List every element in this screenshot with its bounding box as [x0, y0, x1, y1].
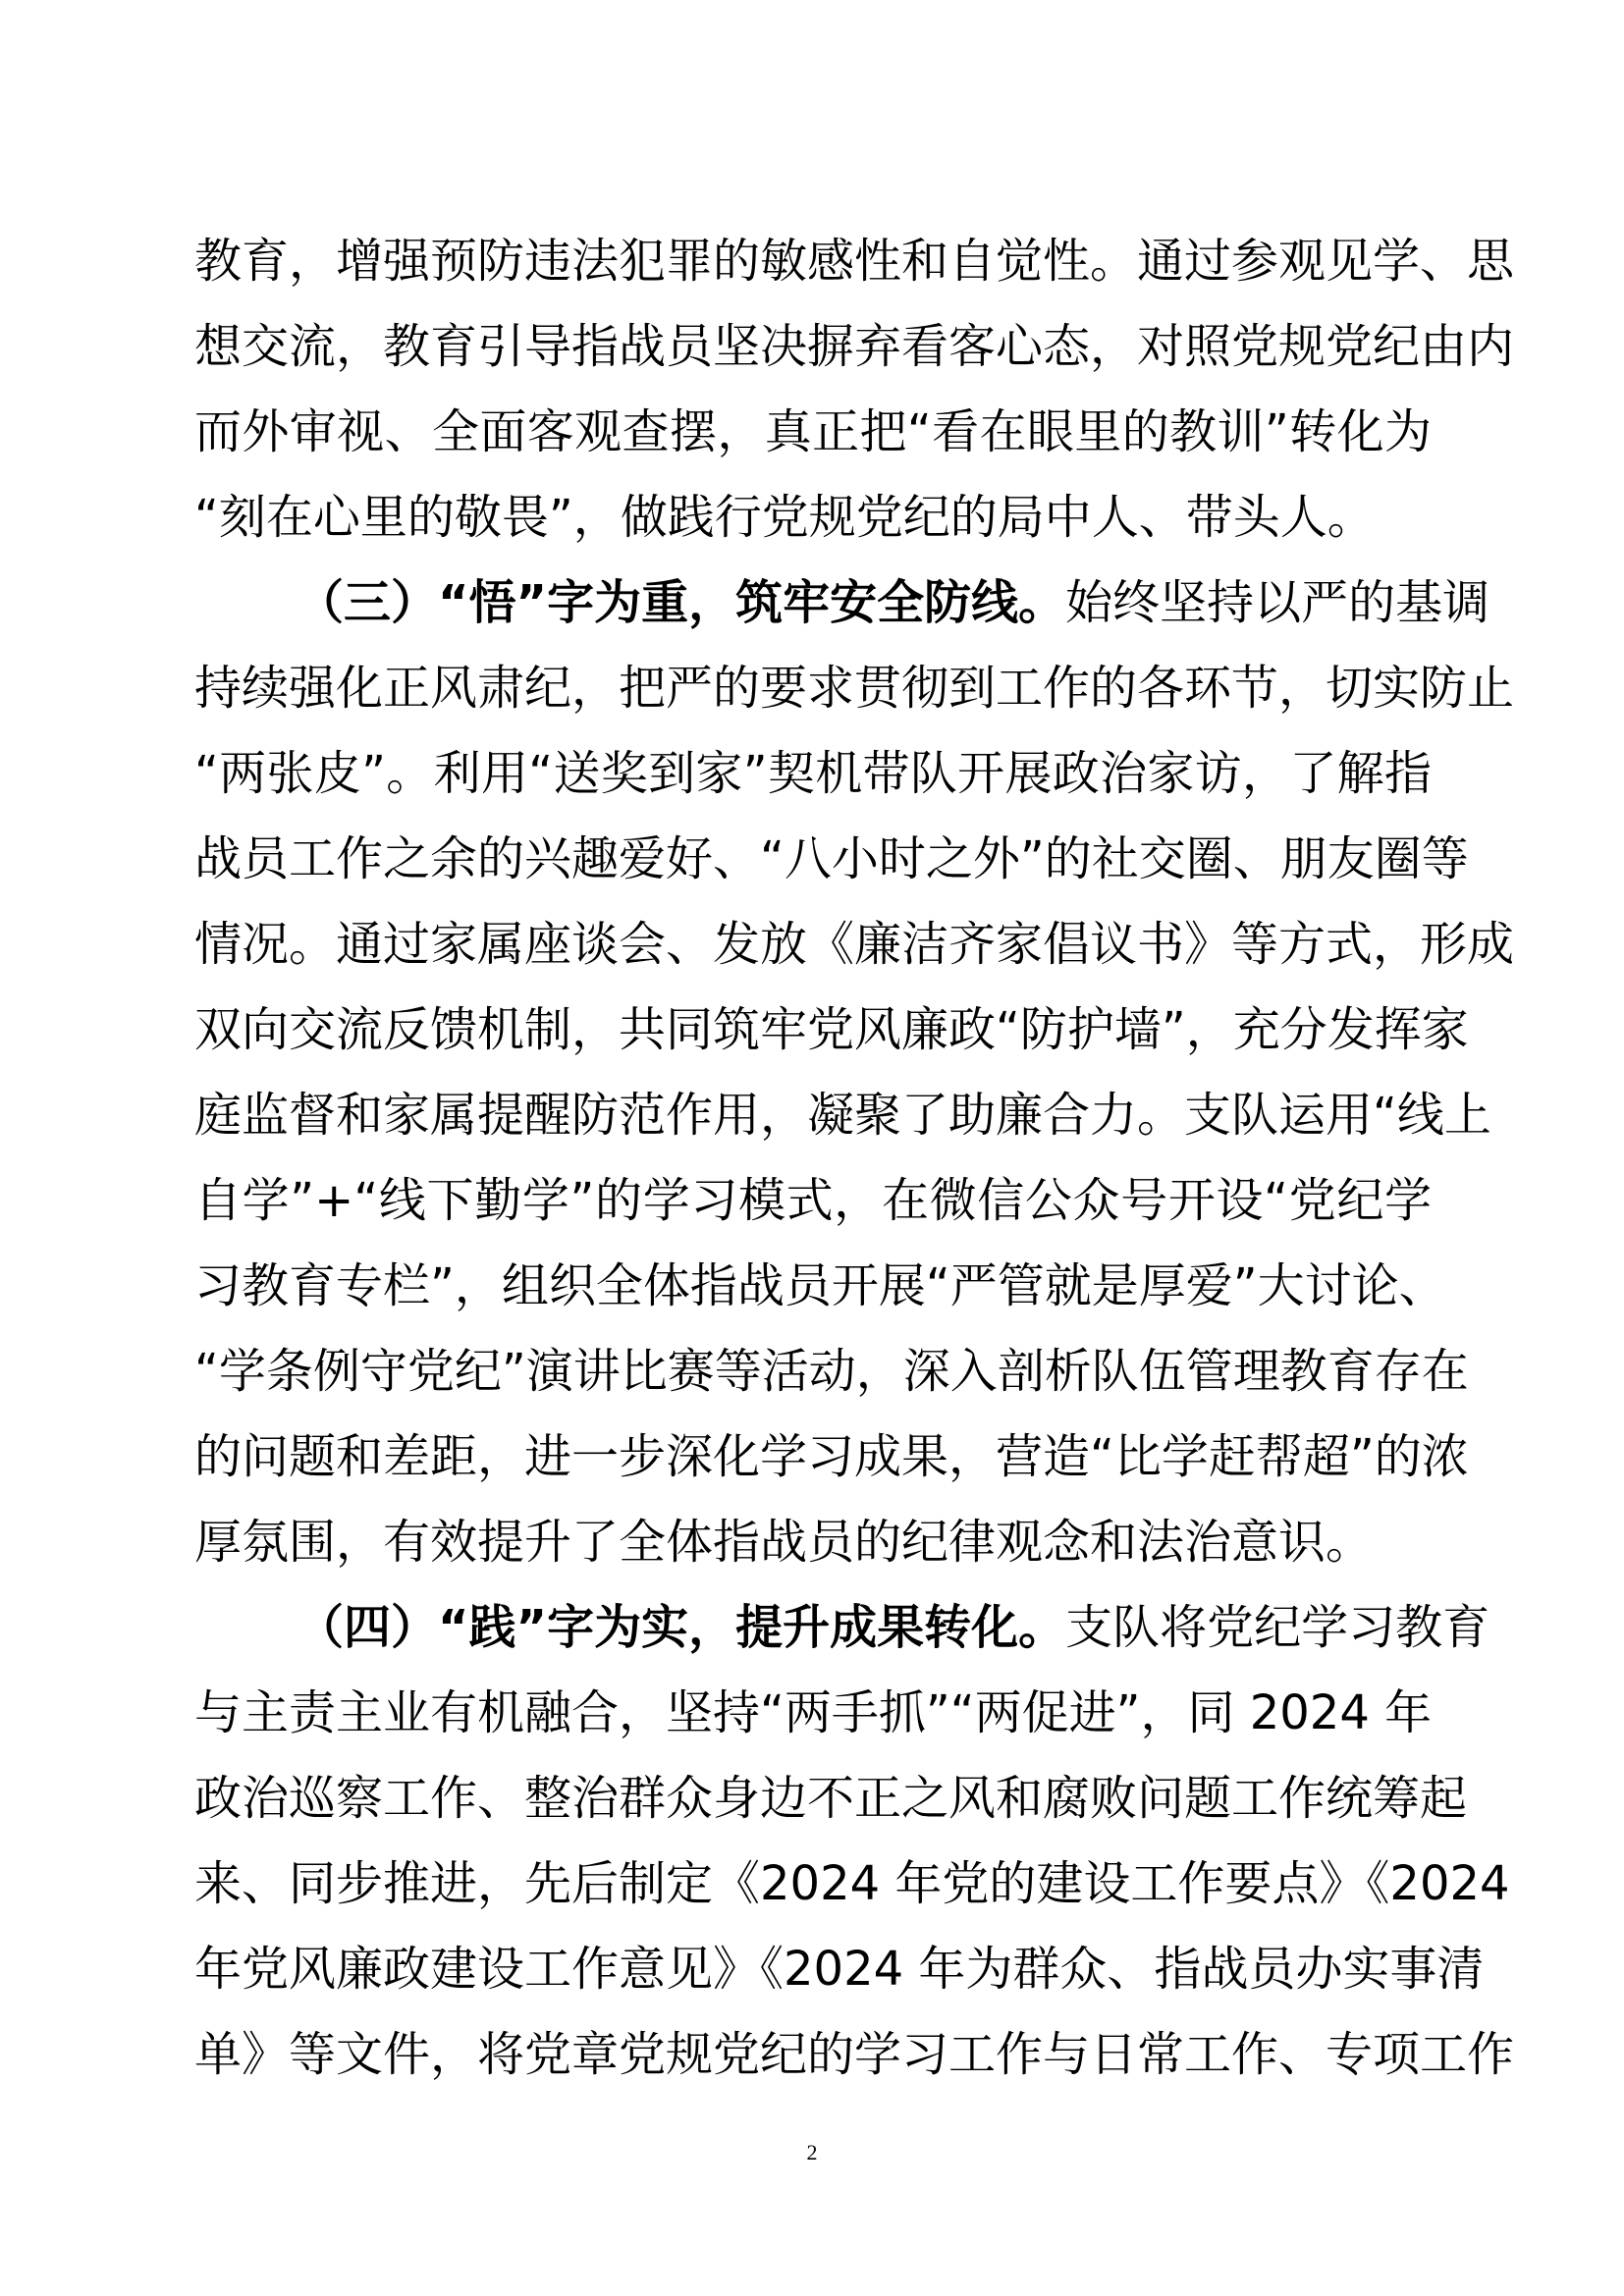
body-text-line: 情况。通过家属座谈会、发放《廉洁齐家倡议书》等方式，形成 [194, 917, 1515, 972]
section-3-first-line [297, 573, 1490, 632]
section-4-lead-text: 支队将党纪学习教育 [1065, 1600, 1490, 1655]
page-number: 2 [806, 2140, 818, 2164]
body-text-line: “刻在心里的敬畏”，做践行党规党纪的局中人、带头人。 [194, 490, 1375, 545]
body-text-line: 习教育专栏”，组织全体指战员开展“严管就是厚爱”大讨论、 [194, 1258, 1446, 1313]
body-text-line: “两张皮”。利用“送奖到家”契机带队开展政治家访，了解指 [194, 746, 1432, 801]
body-text-line: 庭监督和家属提醒防范作用，凝聚了助廉合力。支队运用“线上 [194, 1088, 1491, 1143]
body-text-line: 来、同步推进，先后制定《2024 年党的建设工作要点》《2024 [194, 1856, 1510, 1911]
body-text-line: 双向交流反馈机制，共同筑牢党风廉政“防护墙”，充分发挥家 [194, 1002, 1469, 1057]
body-text-line: 厚氛围，有效提升了全体指战员的纪律观念和法治意识。 [194, 1515, 1374, 1570]
section-4-first-line [297, 1598, 1490, 1657]
section-3-heading: （三）“悟”字为重，筑牢安全防线。 [297, 575, 1066, 630]
section-3-lead-text: 始终坚持以严的基调 [1065, 575, 1490, 630]
body-text-line: 年党风廉政建设工作意见》《2024 年为群众、指战员办实事清 [194, 1942, 1485, 1997]
body-text-line: 教育，增强预防违法犯罪的敏感性和自觉性。通过参观见学、思 [194, 234, 1515, 289]
body-text-line: 自学”+“线下勤学”的学习模式，在微信公众号开设“党纪学 [194, 1173, 1432, 1228]
body-text-line: 与主责主业有机融合，坚持“两手抓”“两促进”，同 2024 年 [194, 1685, 1433, 1740]
section-4-heading: （四）“践”字为实，提升成果转化。 [297, 1600, 1066, 1655]
body-text-line: 持续强化正风肃纪，把严的要求贯彻到工作的各环节，切实防止 [194, 661, 1515, 716]
body-text-line: 而外审视、全面客观查摆，真正把“看在眼里的教训”转化为 [194, 404, 1432, 459]
body-text-line: 战员工作之余的兴趣爱好、“八小时之外”的社交圈、朋友圈等 [194, 831, 1469, 886]
body-text-line: 政治巡察工作、整治群众身边不正之风和腐败问题工作统筹起 [194, 1771, 1468, 1826]
body-text-line: 单》等文件，将党章党规党纪的学习工作与日常工作、专项工作 [194, 2027, 1515, 2082]
body-text-line: 的问题和差距，进一步深化学习成果，营造“比学赶帮超”的浓 [194, 1429, 1469, 1484]
body-text-line: 想交流，教育引导指战员坚决摒弃看客心态，对照党规党纪由内 [194, 319, 1515, 374]
body-text-line: “学条例守党纪”演讲比赛等活动，深入剖析队伍管理教育存在 [194, 1344, 1469, 1399]
